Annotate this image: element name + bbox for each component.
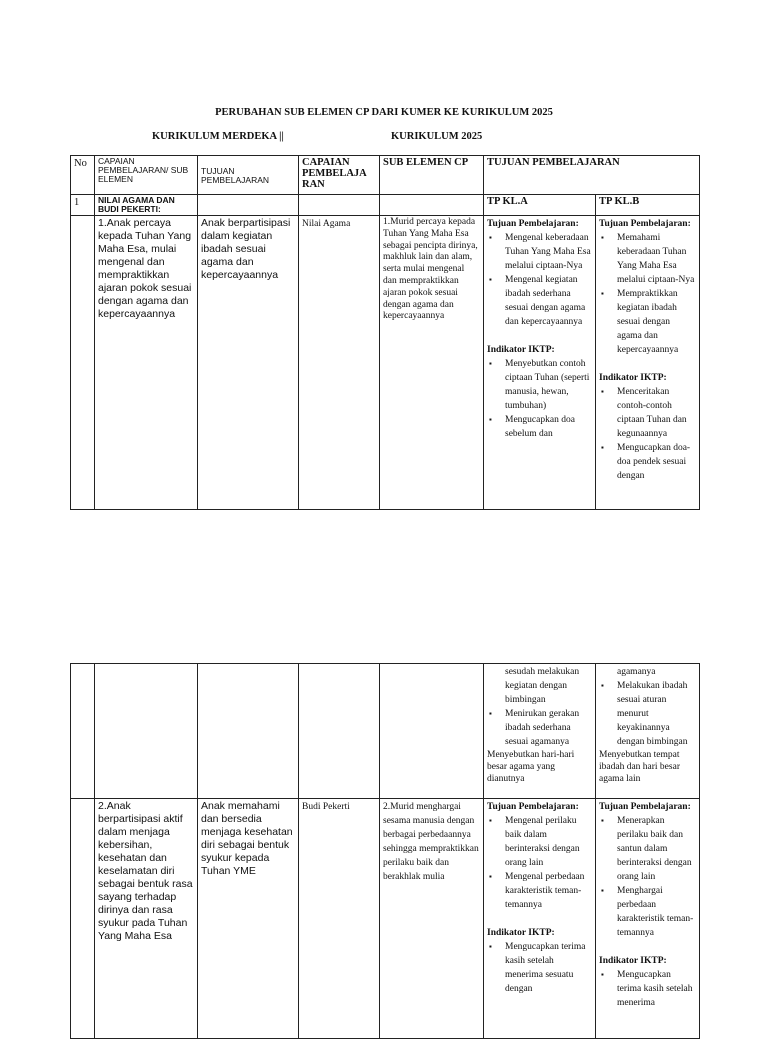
list-item: ▪ Menyebutkan contoh ciptaan Tuhan (seperti manusia, hewan, tumbuhan)	[487, 357, 592, 413]
list-item: ▪ Mempraktikkan kegiatan ibadah sesuai dengan agama dan kepercayaannya	[599, 287, 696, 357]
document-title: PERUBAHAN SUB ELEMEN CP DARI KUMER KE KURIKULUM 2025	[215, 107, 553, 118]
comparison-table-page2	[70, 663, 700, 1039]
list-item-continued: sesudah melakukan kegiatan dengan bimbingan	[505, 667, 580, 705]
tujuan-row1: Anak berpartisipasi dalam kegiatan ibadah sesuai agama dan kepercayaannya	[198, 216, 299, 510]
tp-kl-a-heading: TP KL.A	[484, 195, 596, 216]
list-item: ▪ Memahami keberadaan Tuhan Yang Maha Esa melalui ciptaan-Nya	[599, 231, 696, 287]
header-capaian-pembelajaran: CAPAIAN PEMBELAJA RAN	[299, 156, 380, 195]
capaian-row1: Nilai Agama	[299, 216, 380, 510]
tp-a-heading: Tujuan Pembelajaran:	[487, 802, 579, 812]
kurikulum-merdeka-label: KURIKULUM MERDEKA ||	[152, 131, 284, 142]
tp-kl-b-row1	[596, 216, 700, 510]
list-item: ▪ Mengenal perilaku baik dalam berinteraksi dengan orang lain	[487, 814, 592, 870]
iktp-heading: Indikator IKTP:	[487, 928, 555, 938]
cp-row1: 1.Anak percaya kepada Tuhan Yang Maha Esa, mulai mengenal dan mempraktikkan ajaran pokok sesuai dengan agama dan kepercayaannya	[95, 216, 198, 510]
header-sub-elemen-cp: SUB ELEMEN CP	[380, 156, 484, 195]
list-item: ▪ Mengenal kegiatan ibadah sederhana sesuai dengan agama dan kepercayaannya	[487, 273, 592, 329]
tp-a-heading: Tujuan Pembelajaran:	[487, 219, 579, 229]
list-item: ▪ Mengenal keberadaan Tuhan Yang Maha Esa melalui ciptaan-Nya	[487, 231, 592, 273]
tp-kl-b-continued	[596, 664, 700, 799]
list-item: ▪ Mengucapkan terima kasih setelah menerima sesuatu dengan	[487, 940, 592, 996]
iktp-heading: Indikator IKTP:	[487, 345, 555, 355]
list-item: ▪ Menirukan gerakan ibadah sederhana sesuai agamanya	[487, 707, 592, 749]
tp-b-heading: Tujuan Pembelajaran:	[599, 802, 691, 812]
list-item: ▪ Menghargai perbedaan karakteristik teman-temannya	[599, 884, 696, 940]
kurikulum-2025-label: KURIKULUM 2025	[391, 131, 483, 142]
tail-text: Menyebutkan tempat ibadah dan hari besar agama lain	[599, 750, 680, 784]
list-item: ▪ Mengucapkan terima kasih setelah menerima	[599, 968, 696, 1010]
cp-row2: 2.Anak berpartisipasi aktif dalam menjaga kebersihan, kesehatan dan keselamatan diri sebagai bentuk rasa sayang terhadap dirinya dan rasa syukur pada Tuhan Yang Maha Esa	[95, 799, 198, 1039]
tp-kl-a-continued	[484, 664, 596, 799]
header-no: No	[71, 156, 95, 195]
list-item: ▪ Mengenal perbedaan karakteristik teman-temannya	[487, 870, 592, 912]
list-item: ▪ Mengucapkan doa-doa pendek sesuai dengan	[599, 441, 696, 483]
header-capaian-sub-elemen: CAPAIAN PEMBELAJARAN/ SUB ELEMEN	[95, 156, 198, 195]
iktp-heading: Indikator IKTP:	[599, 373, 667, 383]
header-tujuan-pembelajaran: TUJUAN PEMBELAJARAN	[484, 156, 700, 195]
tujuan-row2: Anak memahami dan bersedia menjaga kesehatan diri sebagai bentuk syukur kepada Tuhan YME	[198, 799, 299, 1039]
tp-kl-b-row2	[596, 799, 700, 1039]
list-item-continued: agamanya	[617, 667, 656, 677]
tp-kl-b-heading: TP KL.B	[596, 195, 700, 216]
section-heading: NILAI AGAMA DAN BUDI PEKERTI:	[95, 195, 198, 216]
iktp-heading: Indikator IKTP:	[599, 956, 667, 966]
list-item: ▪ Menceritakan contoh-contoh ciptaan Tuhan dan kegunaannya	[599, 385, 696, 441]
comparison-table-page1	[70, 155, 700, 510]
capaian-row2: Budi Pekerti	[299, 799, 380, 1039]
header-tujuan: TUJUAN PEMBELAJARAN	[198, 156, 299, 195]
tp-b-heading: Tujuan Pembelajaran:	[599, 219, 691, 229]
tp-kl-a-row1	[484, 216, 596, 510]
tp-kl-a-row2	[484, 799, 596, 1039]
tail-text: Menyebutkan hari-hari besar agama yang dianutnya	[487, 750, 575, 784]
list-item: ▪ Mengucapkan doa sebelum dan	[487, 413, 592, 441]
sub-elemen-row2: 2.Murid menghargai sesama manusia dengan berbagai perbedaannya sehingga mempraktikkan perilaku baik dan berakhlak mulia	[380, 799, 484, 1039]
row-number: 1	[71, 195, 95, 216]
list-item: ▪ Melakukan ibadah sesuai aturan menurut keyakinannya dengan bimbingan	[599, 679, 696, 749]
list-item: ▪ Menerapkan perilaku baik dan santun dalam berinteraksi dengan orang lain	[599, 814, 696, 884]
sub-elemen-row1: 1.Murid percaya kepada Tuhan Yang Maha Esa sebagai pencipta dirinya, makhluk lain dan alam, serta mulai mengenal dan mempraktikkan ajaran pokok sesuai dengan agama dan kepercayaannya	[380, 216, 484, 510]
